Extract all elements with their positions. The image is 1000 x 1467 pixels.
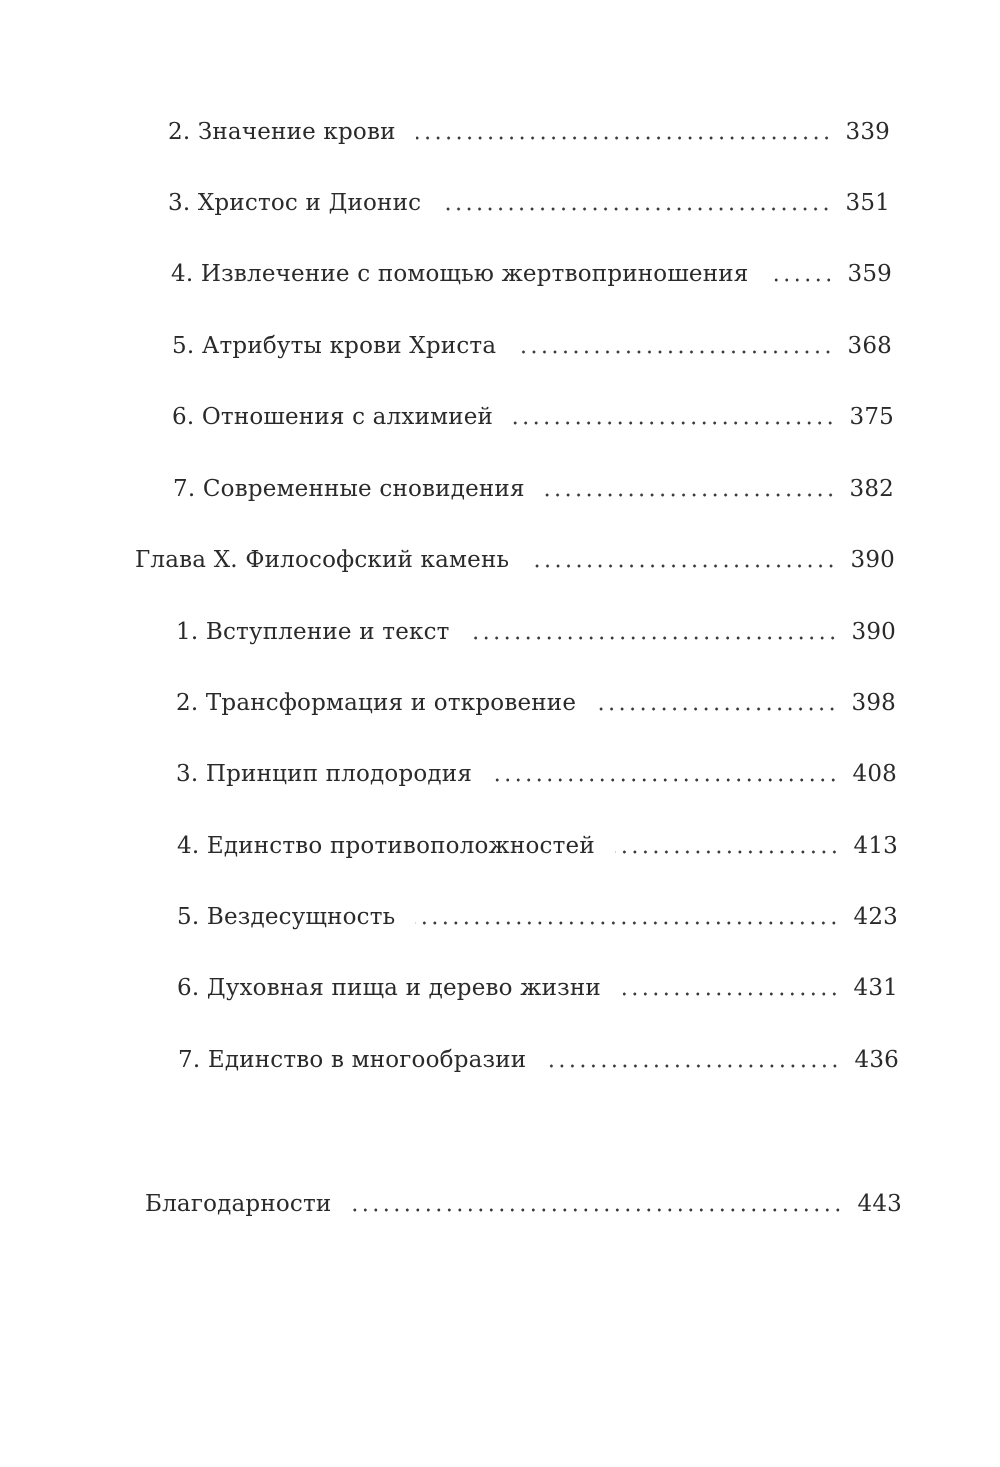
toc-entry-page: 368 (847, 333, 892, 359)
toc-entry-page: 390 (850, 547, 895, 573)
toc-entry-title: 2. Значение крови (168, 119, 396, 145)
dot-leader (492, 776, 838, 784)
toc-entry-title: 2. Трансформация и откровение (176, 690, 577, 716)
toc-entry-title: 4. Извлечение с помощью жертвоприношения (171, 261, 749, 287)
toc-entry-page: 390 (851, 619, 896, 645)
toc-entry (168, 183, 890, 223)
toc-entry-page: 351 (845, 190, 890, 216)
dot-leader (769, 276, 834, 284)
toc-entry-title: 6. Отношения с алхимией (172, 404, 494, 430)
toc-entry (176, 612, 896, 652)
toc-entry (168, 112, 890, 152)
toc-entry (177, 897, 898, 937)
toc-entry-title: 5. Атрибуты крови Христа (172, 333, 497, 359)
dot-leader (470, 634, 838, 642)
toc-entry-page: 398 (851, 690, 896, 716)
toc-entry-title: Глава X. Философский камень (135, 547, 510, 573)
toc-entry-page: 413 (853, 833, 898, 859)
dot-leader (545, 491, 836, 499)
dot-leader (415, 919, 839, 927)
toc-entry-page: 382 (849, 476, 894, 502)
dot-leader (529, 562, 836, 570)
toc-acknowledgements-entry (145, 1184, 902, 1224)
toc-entry (176, 754, 897, 794)
toc-entry-page: 339 (845, 119, 890, 145)
toc-entry-title: 3. Принцип плодородия (176, 761, 473, 787)
toc-entry (172, 326, 892, 366)
toc-entry-title: 7. Современные сновидения (173, 476, 525, 502)
dot-leader (596, 705, 837, 713)
toc-entry (173, 469, 894, 509)
toc-entry-title: 1. Вступление и текст (176, 619, 450, 645)
toc-entry-page: 359 (847, 261, 892, 287)
dot-leader (513, 419, 835, 427)
dot-leader (516, 348, 833, 356)
toc-entry-title: 3. Христос и Дионис (168, 190, 422, 216)
toc-entry-page: 443 (857, 1191, 902, 1217)
toc-entry (172, 397, 894, 437)
dot-leader (621, 990, 840, 998)
toc-entry-page: 375 (849, 404, 894, 430)
toc-entry-page: 431 (853, 975, 898, 1001)
toc-chapter-entry (135, 540, 895, 580)
toc-entry (177, 826, 898, 866)
toc-entry (171, 254, 892, 294)
toc-entry-title: 6. Духовная пища и дерево жизни (177, 975, 601, 1001)
toc-entry (176, 683, 896, 723)
toc-entry-title: 4. Единство противоположностей (177, 833, 595, 859)
dot-leader (416, 134, 832, 142)
toc-entry-page: 436 (854, 1047, 899, 1073)
dot-leader (441, 205, 831, 213)
dot-leader (615, 848, 840, 856)
toc-entry-title: Благодарности (145, 1191, 332, 1217)
toc-entry-page: 408 (852, 761, 897, 787)
dot-leader (546, 1062, 840, 1070)
toc-entry-page: 423 (853, 904, 898, 930)
toc-entry (177, 968, 898, 1008)
dot-leader (351, 1206, 843, 1214)
toc-entry-title: 7. Единство в многообразии (178, 1047, 527, 1073)
toc-entry-title: 5. Вездесущность (177, 904, 396, 930)
toc-entry (178, 1040, 899, 1080)
